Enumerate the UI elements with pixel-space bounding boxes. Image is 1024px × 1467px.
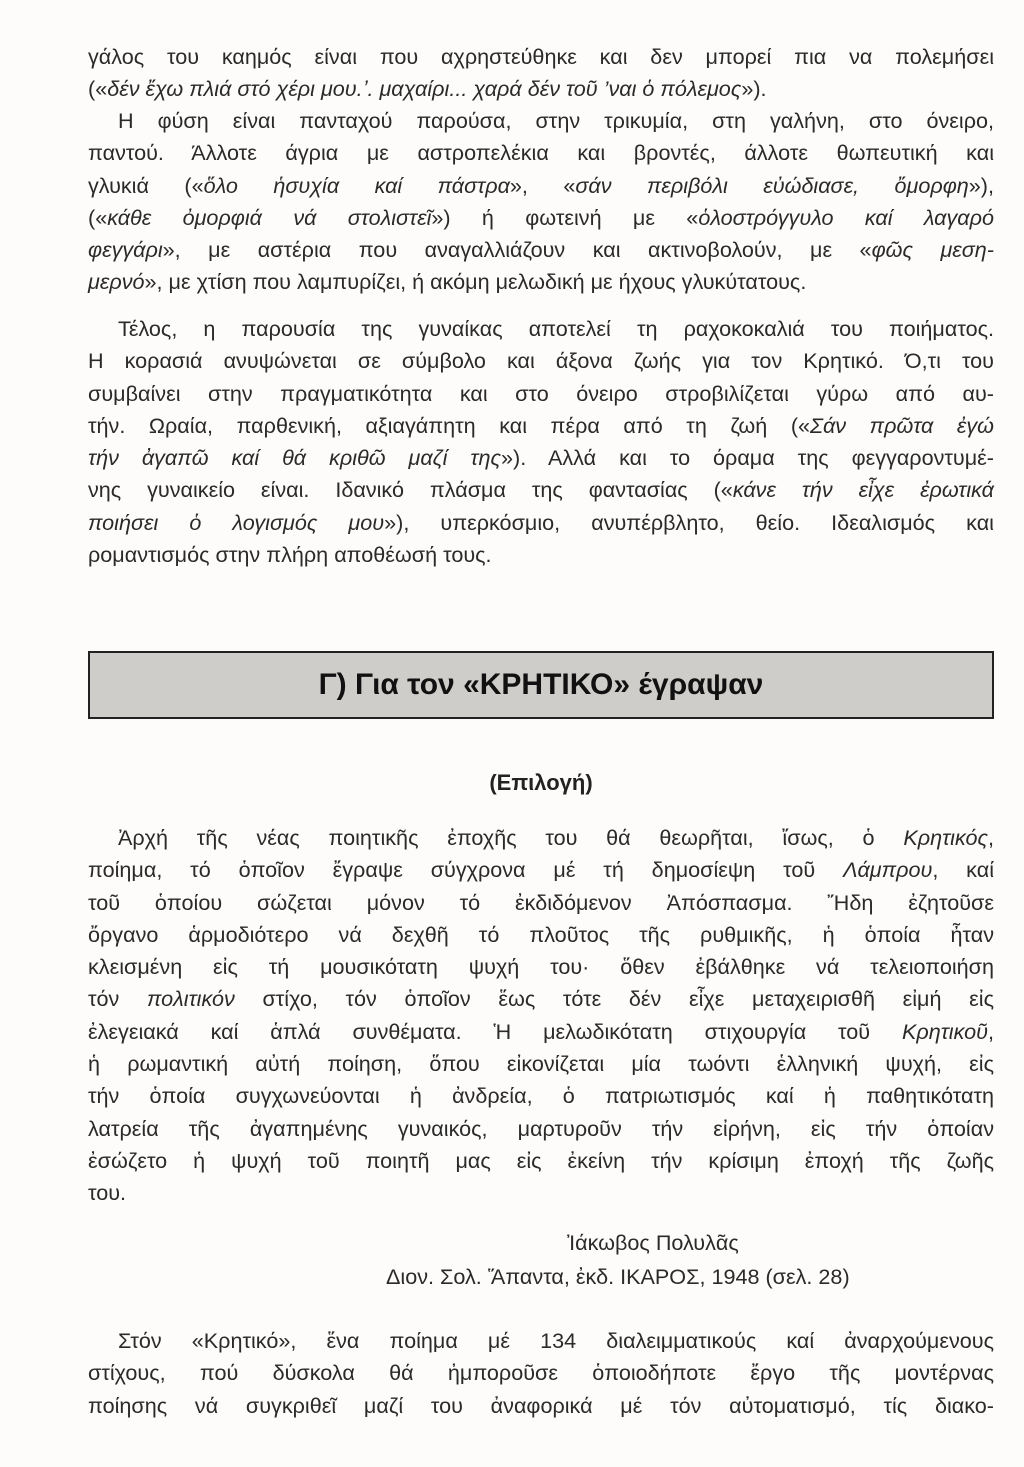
text-line: Η κορασιά ανυψώνεται σε σύμβολο και άξονα ζωής για τον Κρητικό. Ό,τι του	[88, 348, 994, 374]
text-line: συμβαίνει στην πραγματικότητα και στο όνειρο στροβιλίζεται γύρω από αυ-	[88, 380, 994, 406]
text-line: ποιήσει ὁ λογισμός μου»), υπερκόσμιο, ανυπέρβλητο, θείο. Ιδεαλισμός και	[88, 509, 994, 535]
text-line: ἐλεγειακά καί ἁπλά συνθέματα. Ἡ μελωδικότατη στιχουργία τοῦ Κρητικοῦ,	[88, 1018, 994, 1044]
section-heading-box	[88, 651, 994, 719]
text-line: («κάθε ὀμορφιά νά στολιστεῖ») ή φωτεινή με «ὁλοστρόγγυλο καί λαγαρό	[88, 204, 994, 230]
quote-source: Διον. Σολ. Ἅπαντα, ἐκδ. ΙΚΑΡΟΣ, 1948 (σελ. 28)	[386, 1264, 850, 1289]
text-line: τοῦ ὁποίου σώζεται μόνον τό ἐκδιδόμενον Ἀπόσπασμα. Ἤδη ἐζητοῦσε	[88, 889, 994, 915]
text-line: του.	[88, 1180, 127, 1206]
text-line: νης γυναικείο είναι. Ιδανικό πλάσμα της φαντασίας («κάνε τήν εἶχε ἐρωτικά	[88, 477, 994, 503]
text-line: φεγγάρι», με αστέρια που αναγαλλιάζουν και ακτινοβολούν, με «φῶς μεση-	[88, 237, 994, 263]
text-line: Ἀρχή τῆς νέας ποιητικῆς ἐποχῆς του θά θεωρῆται, ἴσως, ὁ Κρητικός,	[118, 825, 994, 850]
paragraph-nature	[88, 105, 994, 299]
text-line: Η φύση είναι πανταχού παρούσα, στην τρικυμία, στη γαλήνη, στο όνειρο,	[118, 108, 994, 133]
text-line: τήν ὁποία συγχωνεύονται ἡ ἀνδρεία, ὁ πατριωτισμός καί ἡ παθητικότατη	[88, 1083, 994, 1109]
quote-polylas	[88, 822, 994, 1210]
text-line: γάλος του καημός είναι που αχρηστεύθηκε και δεν μπορεί πια να πολεμήσει	[88, 44, 994, 69]
paragraph-kritikos	[88, 1325, 994, 1422]
quote-author: Ἰάκωβος Πολυλᾶς	[567, 1230, 739, 1255]
text-line: τήν ἀγαπῶ καί θά κριθῶ μαζί της»). Αλλά και το όραμα της φεγγαροντυμέ-	[88, 445, 994, 471]
text-line: ποίημα, τό ὁποῖον ἔγραψε σύγχρονα μέ τή δημοσίεψη τοῦ Λάμπρου, καί	[88, 857, 994, 883]
text-line: ποίησης νά συγκριθεῖ μαζί του ἀναφορικά μέ τόν αὐτοματισμό, τίς διακο-	[88, 1392, 994, 1418]
text-line: παντού. Άλλοτε άγρια με αστροπελέκια και βροντές, άλλοτε θωπευτική και	[88, 140, 994, 166]
text-line: ὄργανο ἁρμοδιότερο νά δεχθῆ τό πλοῦτος τῆς ρυθμικῆς, ἡ ὁποία ἦταν	[88, 921, 994, 947]
text-line: ρομαντισμός στην πλήρη αποθέωσή τους.	[88, 542, 492, 568]
text-line: τόν πολιτικόν στίχο, τόν ὁποῖον ἕως τότε δέν εἶχε μεταχειρισθῆ εἰμή εἰς	[88, 986, 994, 1012]
text-line: λατρεία τῆς ἀγαπημένης γυναικός, μαρτυροῦν τήν εἰρήνη, εἰς τήν ὁποίαν	[88, 1115, 994, 1141]
text-line: («δέν ἔχω πλιά στό χέρι μου.ʼ. μαχαίρι... χαρά δέν τοῦ ’ναι ὁ πόλεμος»).	[88, 76, 767, 102]
subheading: (Επιλογή)	[489, 770, 593, 795]
text-line: Τέλος, η παρουσία της γυναίκας αποτελεί τη ραχοκοκαλιά του ποιήματος.	[118, 316, 994, 341]
text-line: στίχους, πού δύσκολα θά ἠμποροῦσε ὁποιοδήποτε ἔργο τῆς μοντέρνας	[88, 1360, 994, 1386]
text-line: ἡ ρωμαντική αὐτή ποίηση, ὅπου εἰκονίζεται μία τωόντι ἑλληνική ψυχή, εἰς	[88, 1051, 994, 1077]
text-line: γλυκιά («ὅλο ἡσυχία καί πάστρα», «σάν περιβόλι εὐώδιασε, ὄμορφη»),	[88, 172, 994, 198]
text-line: κλεισμένη εἰς τή μουσικότατη ψυχή του· ὅθεν ἐβάλθηκε νά τελειοποιήση	[88, 954, 994, 980]
section-heading: Γ) Για τον «ΚΡΗΤΙΚΟ» έγραψαν	[318, 668, 764, 701]
text-line: Στόν «Κρητικό», ἕνα ποίημα μέ 134 διαλειμματικούς καί ἀναρχούμενους	[118, 1328, 994, 1353]
text-line: ἐσώζετο ἡ ψυχή τοῦ ποιητῆ μας εἰς ἐκείνη τήν κρίσιμη ἐποχή τῆς ζωῆς	[88, 1147, 994, 1173]
text-line: μερνό», με χτίση που λαμπυρίζει, ή ακόμη μελωδική με ήχους γλυκύτατους.	[88, 269, 807, 295]
paragraph-continuation	[88, 41, 994, 106]
paragraph-woman	[88, 313, 994, 571]
text-line: τήν. Ωραία, παρθενική, αξιαγάπητη και πέρα από τη ζωή («Σάν πρῶτα ἐγώ	[88, 412, 994, 438]
